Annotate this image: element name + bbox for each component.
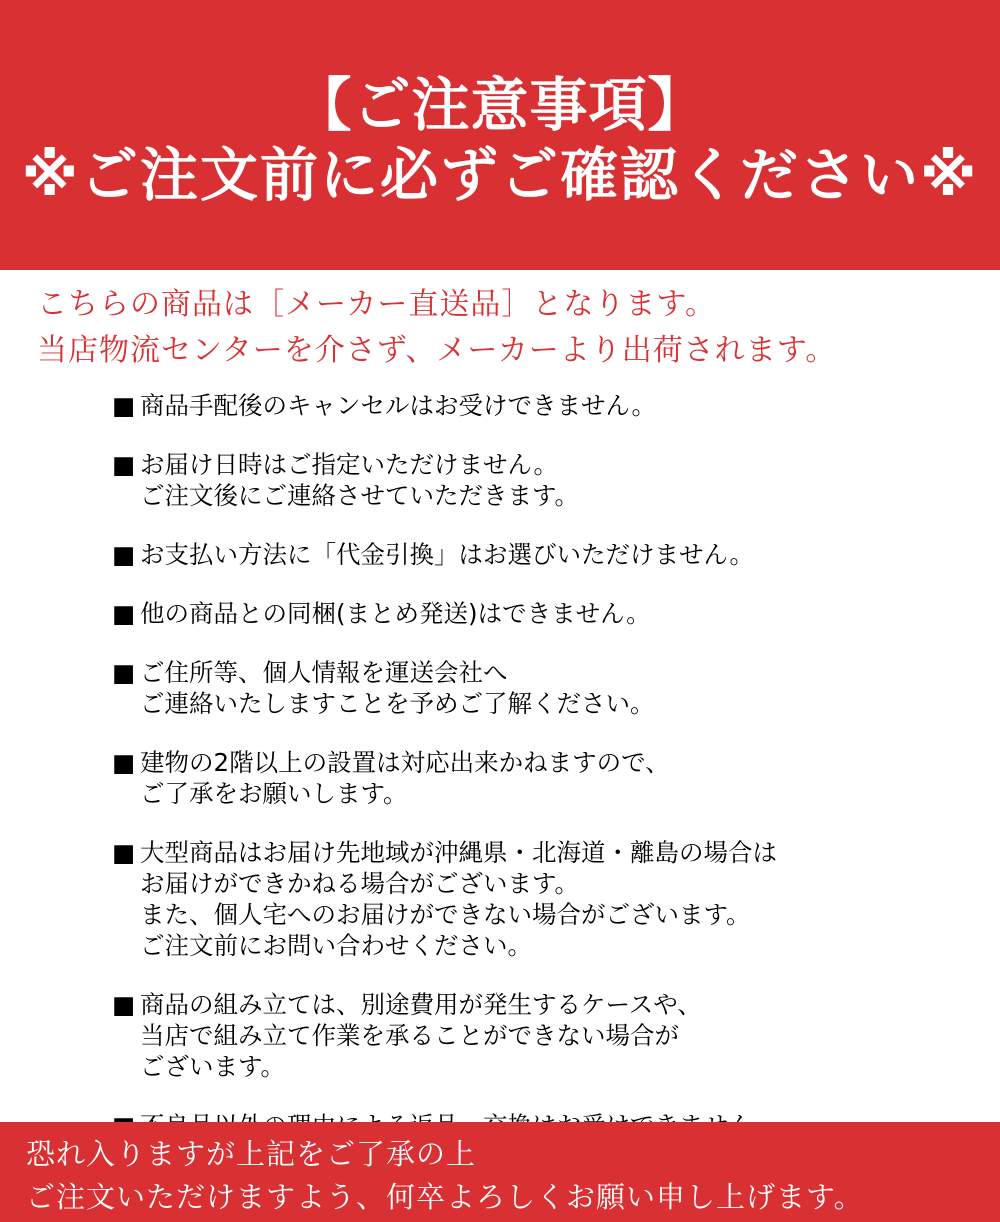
list-item-line — [112, 449, 972, 480]
square-bullet-icon: ■ — [112, 391, 136, 420]
square-bullet-icon: ■ — [112, 599, 136, 628]
list-item-text: ご注文前にお問い合わせください。 — [140, 931, 532, 960]
list-item-text: 大型商品はお届け先地域が沖縄県・北海道・離島の場合は — [140, 838, 777, 867]
intro-line-1: こちらの商品は［メーカー直送品］となります。 — [37, 287, 716, 322]
list-item — [112, 390, 972, 421]
list-item-text: ご住所等、個人情報を運送会社へ — [140, 658, 508, 687]
list-item-line — [112, 390, 972, 421]
list-item-text: ご連絡いたしますことを予めご了解ください。 — [140, 689, 655, 718]
list-item-line — [112, 837, 972, 868]
list-item — [112, 657, 972, 719]
notice-list — [112, 390, 972, 1169]
list-item-line — [112, 657, 972, 688]
list-item-text: お届け日時はご指定いただけません。 — [140, 450, 558, 479]
list-item — [112, 539, 972, 570]
list-item-line — [112, 480, 972, 511]
list-item-line — [112, 598, 972, 629]
notice-title: 【ご注意事項】 — [293, 71, 707, 139]
list-item-line — [112, 778, 972, 809]
list-item — [112, 837, 972, 961]
list-item-text: 商品手配後のキャンセルはお受けできません。 — [140, 391, 656, 420]
list-item-text: ご了承をお願いします。 — [140, 779, 408, 808]
list-item-text: 他の商品との同梱(まとめ発送)はできません。 — [140, 599, 651, 628]
footer-banner — [0, 1122, 1000, 1222]
list-item — [112, 598, 972, 629]
intro-line-2: 当店物流センターを介さず、メーカーより出荷されます。 — [37, 333, 837, 368]
list-item-text: 建物の2階以上の設置は対応出来かねますので、 — [140, 748, 670, 777]
list-item-line — [112, 989, 972, 1020]
list-item-text: 商品の組み立ては、別途費用が発生するケースや、 — [140, 990, 702, 1019]
list-item-line — [112, 539, 972, 570]
list-item — [112, 747, 972, 809]
list-item-line — [112, 930, 972, 961]
list-item-text: お支払い方法に「代金引換」はお選びいただけません。 — [140, 540, 754, 569]
list-item-line — [112, 899, 972, 930]
list-item-text: お届けができかねる場合がございます。 — [140, 869, 580, 898]
square-bullet-icon: ■ — [112, 658, 136, 687]
square-bullet-icon: ■ — [112, 450, 136, 479]
list-item-text: ございます。 — [140, 1052, 286, 1081]
confirm-subtitle: ※ご注文前に必ずご確認ください※ — [21, 141, 979, 209]
list-item-text: 当店で組み立て作業を承ることができない場合が — [140, 1021, 679, 1050]
header-banner — [0, 0, 1000, 270]
list-item-line — [112, 868, 972, 899]
square-bullet-icon: ■ — [112, 838, 136, 867]
list-item-line — [112, 1020, 972, 1051]
list-item-line — [112, 688, 972, 719]
square-bullet-icon: ■ — [112, 748, 136, 777]
list-item — [112, 989, 972, 1082]
list-item-line — [112, 747, 972, 778]
list-item-line — [112, 1051, 972, 1082]
list-item — [112, 449, 972, 511]
footer-line-2: ご注文いただけますよう、何卒よろしくお願い申し上げます。 — [26, 1180, 864, 1214]
square-bullet-icon: ■ — [112, 540, 136, 569]
square-bullet-icon: ■ — [112, 990, 136, 1019]
list-item-text: また、個人宅へのお届けができない場合がございます。 — [140, 900, 751, 929]
list-item-text: ご注文後にご連絡させていただきます。 — [140, 481, 580, 510]
footer-line-1: 恐れ入りますが上記をご了承の上 — [26, 1137, 477, 1171]
